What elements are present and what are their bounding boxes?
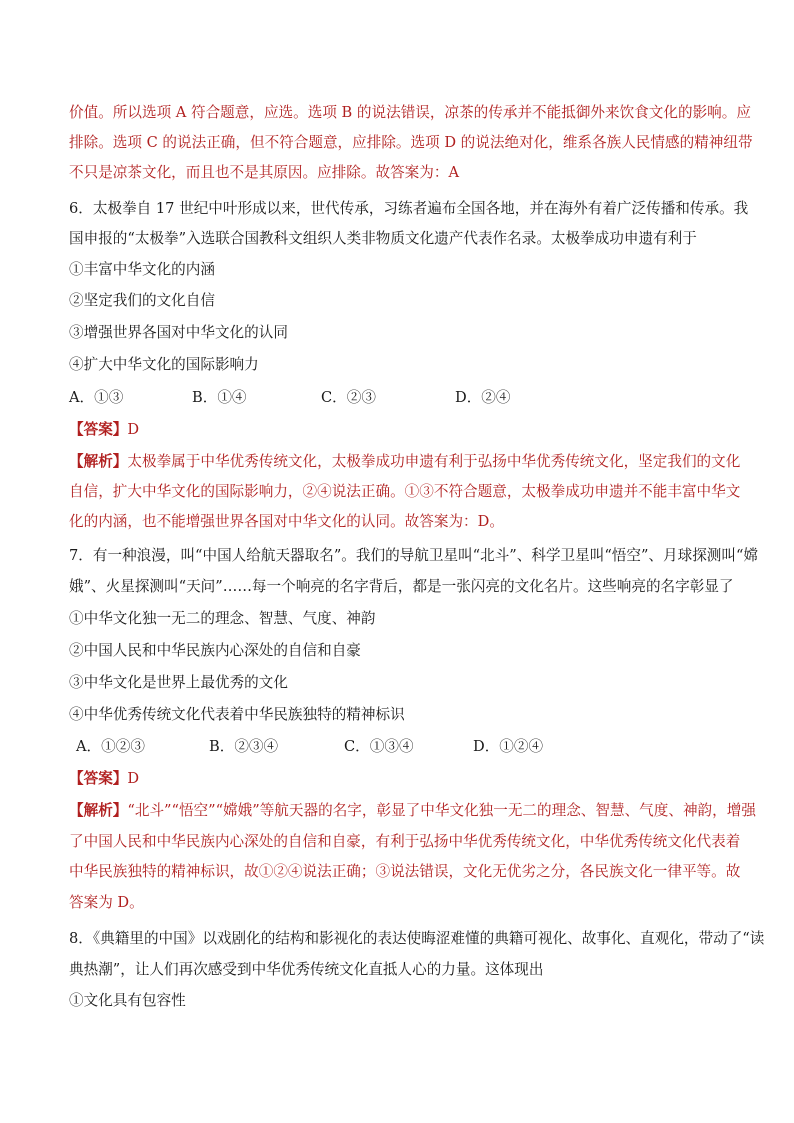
q6-stem-line-1: 6．太极拳自 17 世纪中叶形成以来，世代传承，习练者遍布全国各地，并在海外有着广泛传播和传承。我 (69, 200, 749, 217)
q6-answer-value: D (127, 421, 140, 438)
q6-option-a: A．①③ (69, 389, 124, 406)
q7-option-d: D．①②④ (473, 738, 544, 755)
q7-stem-line-1: 7．有一种浪漫，叫“中国人给航天器取名”。我们的导航卫星叫“北斗”、科学卫星叫“悟空”、月球探测叫“嫦 (69, 547, 759, 564)
q7-analysis-text-1: “北斗”“悟空”“嫦娥”等航天器的名字，彰显了中华文化独一无二的理念、智慧、气度、神韵，增强 (127, 802, 756, 819)
q6-option-d: D．②④ (455, 389, 511, 406)
q7-analysis-line-3: 中华民族独特的精神标识，故①②④说法正确；③说法错误，文化无优劣之分，各民族文化一律平等。故 (69, 863, 741, 880)
q7-stem-line-2: 娥”、火星探测叫“天问”……每一个响亮的名字背后，都是一张闪亮的文化名片。这些响亮的名字彰显了 (69, 578, 734, 595)
q6-answer (69, 420, 729, 440)
q6-item-2: ②坚定我们的文化自信 (69, 292, 215, 309)
q7-item-2: ②中国人民和中华民族内心深处的自信和自豪 (69, 642, 361, 659)
q7-analysis-label: 【解析】 (69, 802, 128, 819)
q8-stem-line-2: 典热潮”，让人们再次感受到中华优秀传统文化直抵人心的力量。这体现出 (69, 961, 544, 978)
q6-analysis-line-3: 化的内涵，也不能增强世界各国对中华文化的认同。故答案为：D。 (69, 513, 504, 530)
carryover-line-2: 排除。选项 C 的说法正确，但不符合题意，应排除。选项 D 的说法绝对化，维系各族人民情感的精神纽带 (69, 134, 753, 151)
q7-option-b: B．②③④ (209, 738, 279, 755)
q6-analysis-line-2: 自信，扩大中华文化的国际影响力，②④说法正确。①③不符合题意，太极拳成功申遗并不能丰富中华文 (69, 483, 741, 500)
carryover-line-3: 不只是凉茶文化，而且也不是其原因。应排除。故答案为：A (69, 164, 459, 181)
q7-analysis-line-4: 答案为 D。 (69, 894, 144, 911)
q6-stem-line-2: 国申报的“太极拳”入选联合国教科文组织人类非物质文化遗产代表作名录。太极拳成功申遗有利于 (69, 230, 697, 247)
q6-option-b: B．①④ (192, 389, 247, 406)
q7-item-1: ①中华文化独一无二的理念、智慧、气度、神韵 (69, 610, 376, 627)
q7-analysis-line-2: 了中国人民和中华民族内心深处的自信和自豪，有利于弘扬中华优秀传统文化，中华优秀传统文化代表着 (69, 833, 741, 850)
q8-stem-line-1: 8．《典籍里的中国》以戏剧化的结构和影视化的表达使晦涩难懂的典籍可视化、故事化、直观化，带动了“读 (69, 930, 765, 947)
q6-item-4: ④扩大中华文化的国际影响力 (69, 356, 259, 373)
q7-analysis-line-1 (69, 801, 756, 821)
q7-answer-value: D (127, 770, 140, 787)
q6-item-3: ③增强世界各国对中华文化的认同 (69, 324, 288, 341)
carryover-line-1: 价值。所以选项 A 符合题意，应选。选项 B 的说法错误，凉茶的传承并不能抵御外来饮食文化的影响。应 (69, 104, 751, 121)
q6-analysis-label: 【解析】 (69, 453, 128, 470)
q8-item-1: ①文化具有包容性 (69, 992, 186, 1009)
q6-item-1: ①丰富中华文化的内涵 (69, 261, 215, 278)
q7-item-4: ④中华优秀传统文化代表着中华民族独特的精神标识 (69, 706, 405, 723)
q7-option-a: A．①②③ (76, 738, 145, 755)
q6-analysis-text-1: 太极拳属于中华优秀传统文化，太极拳成功申遗有利于弘扬中华优秀传统文化，坚定我们的文化 (127, 453, 741, 470)
q6-answer-label: 【答案】 (69, 421, 128, 438)
q7-item-3: ③中华文化是世界上最优秀的文化 (69, 674, 288, 691)
q7-option-c: C．①③④ (344, 738, 414, 755)
q6-option-c: C．②③ (321, 389, 376, 406)
q6-analysis-line-1 (69, 452, 741, 472)
q7-answer-label: 【答案】 (69, 770, 128, 787)
q7-answer (69, 769, 729, 789)
